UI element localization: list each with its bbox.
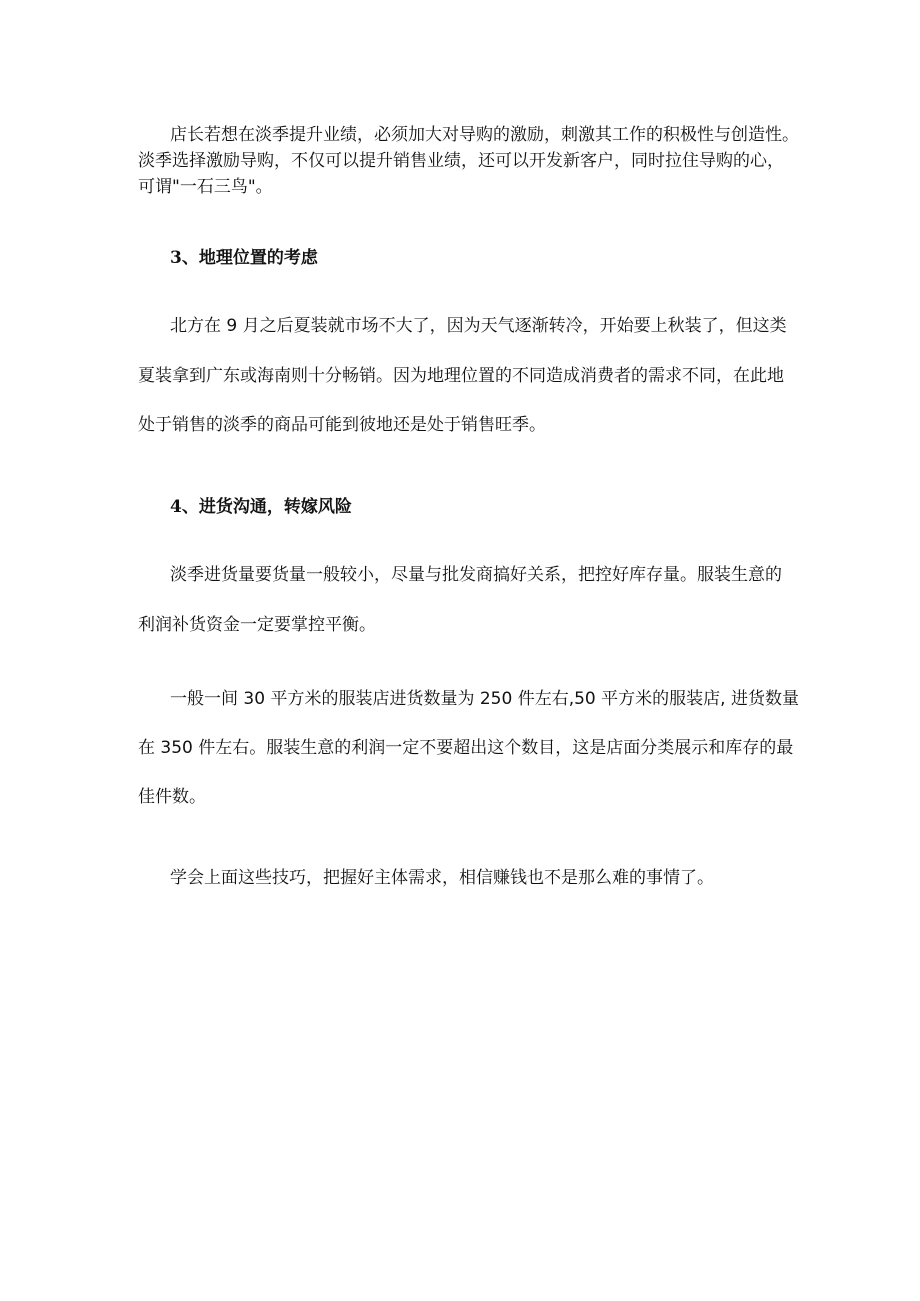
intro-line-3: 可谓"一石三鸟"。	[138, 177, 273, 197]
closing-paragraph: 学会上面这些技巧，把握好主体需求，相信赚钱也不是那么难的事情了。	[170, 868, 714, 888]
intro-line-2: 淡季选择激励导购，不仅可以提升销售业绩，还可以开发新客户，同时拉住导购的心，	[138, 151, 784, 171]
section-3-line-2: 夏装拿到广东或海南则十分畅销。因为地理位置的不同造成消费者的需求不同，在此地	[138, 366, 784, 386]
section-4-para2-line-2: 在 350 件左右。服装生意的利润一定不要超出这个数目，这是店面分类展示和库存的最	[138, 738, 794, 758]
section-3-line-1: 北方在 9 月之后夏装就市场不大了，因为天气逐渐转冷，开始要上秋装了，但这类	[170, 316, 787, 336]
section-4-para2-line-1: 一般一间 30 平方米的服装店进货数量为 250 件左右,50 平方米的服装店, 进货数量	[170, 689, 799, 709]
intro-line-1: 店长若想在淡季提升业绩，必须加大对导购的激励，刺激其工作的积极性与创造性。	[170, 125, 799, 145]
section-3-heading: 3、地理位置的考虑	[170, 248, 318, 268]
section-4-para1-line-2: 利润补货资金一定要掌控平衡。	[138, 615, 376, 635]
section-4-para2-line-3: 佳件数。	[138, 787, 206, 807]
section-4-heading: 4、进货沟通，转嫁风险	[170, 497, 352, 517]
intro-paragraph	[138, 122, 818, 200]
section-3-line-3: 处于销售的淡季的商品可能到彼地还是处于销售旺季。	[138, 415, 546, 435]
section-4-para1-line-1: 淡季进货量要货量一般较小，尽量与批发商搞好关系，把控好库存量。服装生意的	[170, 565, 782, 585]
